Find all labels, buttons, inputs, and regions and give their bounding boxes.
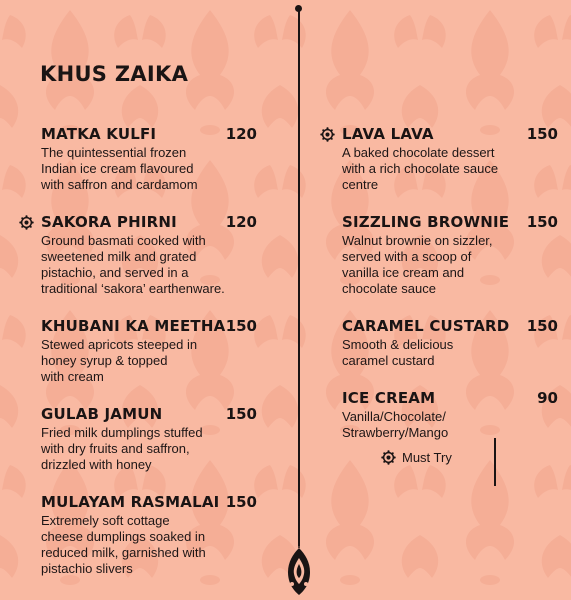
item-price: 90 xyxy=(537,389,558,407)
item-name: GULAB JAMUN xyxy=(41,405,163,423)
item-description xyxy=(41,425,257,473)
legend-label: Must Try xyxy=(402,449,452,465)
section-title: KHUS ZAIKA xyxy=(40,62,189,86)
description-line: Stewed apricots steeped in xyxy=(41,337,198,352)
description-line: traditional ‘sakora’ earthenware. xyxy=(41,281,225,296)
menu-item-lava-lava xyxy=(342,124,558,193)
description-line: caramel custard xyxy=(342,353,435,368)
description-line: honey syrup & topped xyxy=(41,353,168,368)
item-price: 150 xyxy=(225,317,257,335)
description-line: with dry fruits and saffron, xyxy=(41,441,190,456)
description-line: A baked chocolate dessert xyxy=(342,145,495,160)
legend-divider xyxy=(494,438,496,486)
menu-column-right xyxy=(342,124,558,460)
column-divider xyxy=(298,8,300,546)
description-line: Vanilla/Chocolate/ xyxy=(342,409,446,424)
item-price: 150 xyxy=(225,493,257,511)
must-try-legend xyxy=(381,447,452,467)
item-price: 150 xyxy=(225,405,257,423)
menu-item-ice-cream xyxy=(342,388,558,441)
item-name: MATKA KULFI xyxy=(41,125,157,143)
must-try-icon xyxy=(381,450,396,465)
item-price: 150 xyxy=(526,317,558,335)
menu-item-sizzling-brownie xyxy=(342,212,558,297)
description-line: vanilla ice cream and xyxy=(342,265,465,280)
description-line: pistachio slivers xyxy=(41,561,133,576)
description-line: with cream xyxy=(41,369,104,384)
item-description xyxy=(41,513,257,577)
description-line: centre xyxy=(342,177,379,192)
item-price: 120 xyxy=(225,125,257,143)
must-try-icon xyxy=(19,215,34,230)
item-description xyxy=(342,233,558,297)
description-line: The quintessential frozen xyxy=(41,145,187,160)
menu-item-khubani-ka-meetha xyxy=(41,316,257,385)
description-line: cheese dumplings soaked in xyxy=(41,529,206,544)
description-line: drizzled with honey xyxy=(41,457,152,472)
description-line: Walnut brownie on sizzler, xyxy=(342,233,493,248)
description-line: served with a scoop of xyxy=(342,249,472,264)
item-description xyxy=(342,337,558,369)
description-line: with a rich chocolate sauce xyxy=(342,161,499,176)
item-price: 150 xyxy=(526,213,558,231)
item-name: SIZZLING BROWNIE xyxy=(342,213,510,231)
description-line: Extremely soft cottage xyxy=(41,513,170,528)
description-line: Strawberry/Mango xyxy=(342,425,449,440)
item-description xyxy=(41,145,257,193)
description-line: reduced milk, garnished with xyxy=(41,545,206,560)
item-description xyxy=(41,337,257,385)
item-name: ICE CREAM xyxy=(342,389,436,407)
item-name: KHUBANI KA MEETHA xyxy=(41,317,226,335)
menu-item-mulayam-rasmalai xyxy=(41,492,257,577)
description-line: Indian ice cream flavoured xyxy=(41,161,194,176)
description-line: pistachio, and served in a xyxy=(41,265,189,280)
description-line: sweetened milk and grated xyxy=(41,249,197,264)
description-line: chocolate sauce xyxy=(342,281,436,296)
menu-item-gulab-jamun xyxy=(41,404,257,473)
menu-item-sakora-phirni xyxy=(41,212,257,297)
description-line: Smooth & delicious xyxy=(342,337,454,352)
menu-item-caramel-custard xyxy=(342,316,558,369)
item-price: 120 xyxy=(225,213,257,231)
item-price: 150 xyxy=(526,125,558,143)
item-description xyxy=(342,145,558,193)
description-line: with saffron and cardamom xyxy=(41,177,198,192)
item-name: SAKORA PHIRNI xyxy=(41,213,177,231)
item-name: LAVA LAVA xyxy=(342,125,434,143)
item-name: MULAYAM RASMALAI xyxy=(41,493,220,511)
menu-column-left xyxy=(41,124,257,596)
item-description xyxy=(41,233,257,297)
paisley-ornament-icon xyxy=(284,540,314,596)
description-line: Fried milk dumplings stuffed xyxy=(41,425,203,440)
must-try-icon xyxy=(320,127,335,142)
description-line: Ground basmati cooked with xyxy=(41,233,206,248)
item-description xyxy=(342,409,558,441)
item-name: CARAMEL CUSTARD xyxy=(342,317,510,335)
menu-item-matka-kulfi xyxy=(41,124,257,193)
